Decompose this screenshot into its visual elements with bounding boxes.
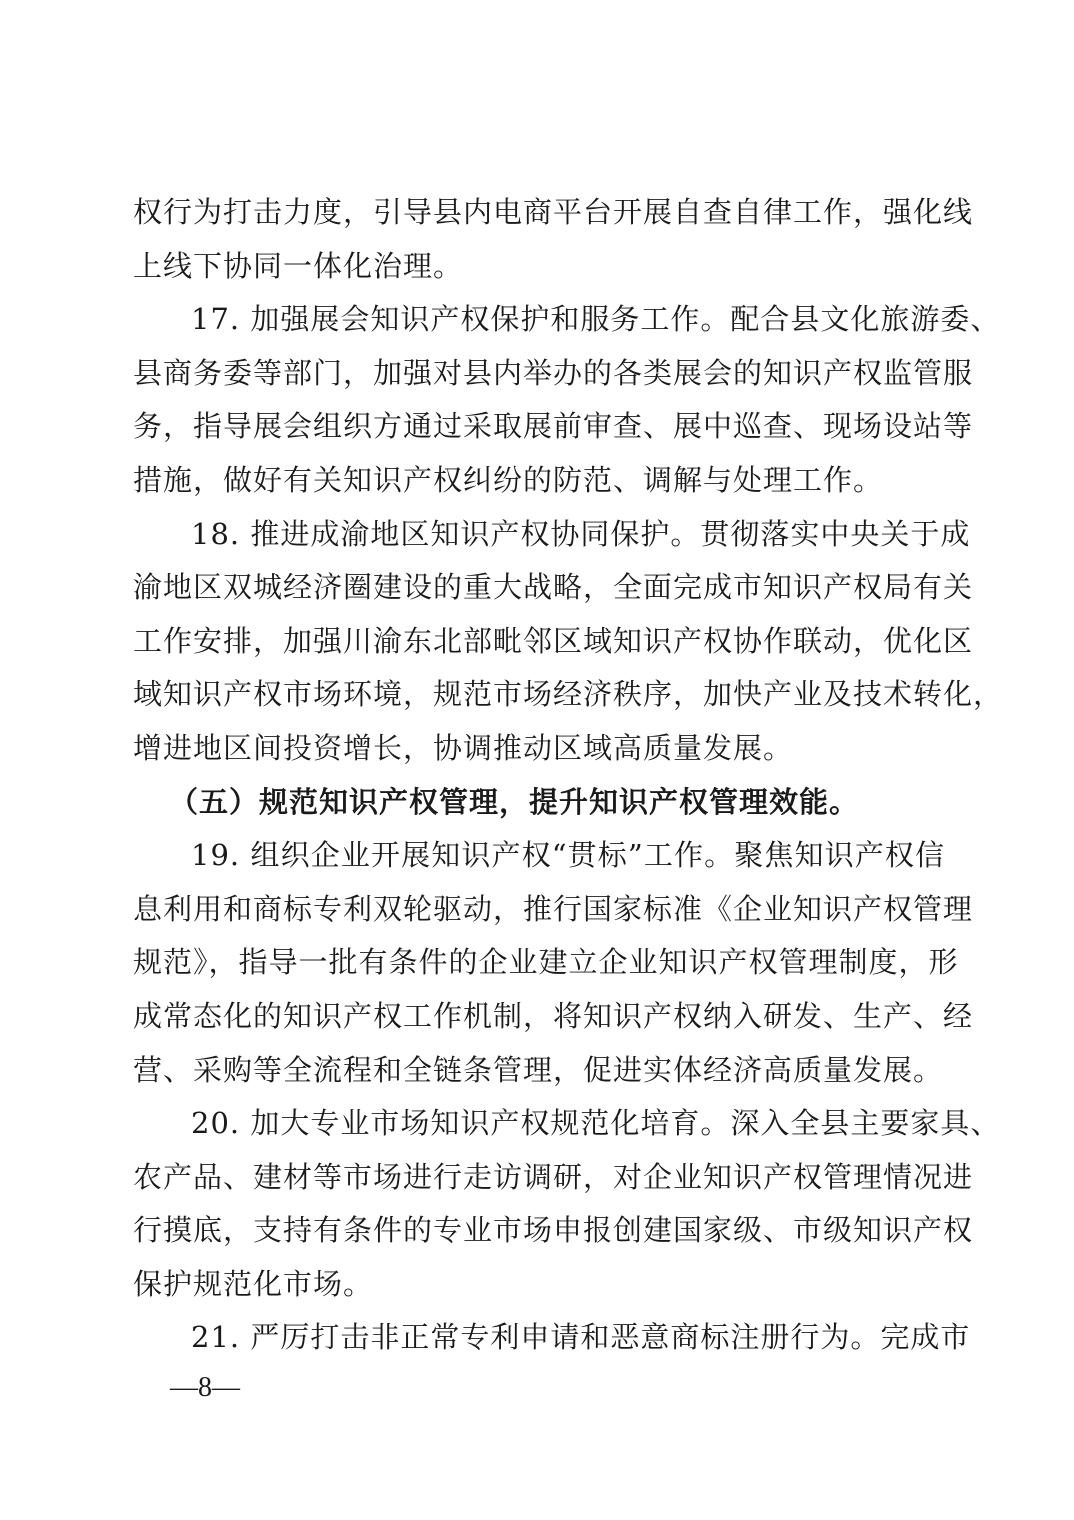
text-line: 农产品、建材等市场进行走访调研，对企业知识产权管理情况进 bbox=[133, 1159, 974, 1194]
text-line: 增进地区间投资增长，协调推动区域高质量发展。 bbox=[133, 730, 794, 765]
document-body bbox=[133, 186, 1004, 1365]
text-line: 息利用和商标专利双轮驱动，推行国家标准《企业知识产权管理 bbox=[133, 891, 974, 926]
text-line: 权行为打击力度，引导县内电商平台开展自查自律工作，强化线 bbox=[133, 195, 974, 229]
page-number: —8— bbox=[170, 1372, 240, 1403]
text-line: 成常态化的知识产权工作机制，将知识产权纳入研发、生产、经 bbox=[133, 998, 974, 1033]
text-line: 营、采购等全流程和全链条管理，促进实体经济高质量发展。 bbox=[133, 1052, 944, 1087]
text-line: 上线下协同一体化治理。 bbox=[133, 248, 464, 283]
item-17-title-line: 17. 加强展会知识产权保护和服务工作。配合县文化旅游委、 bbox=[191, 302, 1001, 337]
text-line: 县商务委等部门，加强对县内举办的各类展会的知识产权监管服 bbox=[133, 355, 974, 390]
text-line: 务，指导展会组织方通过采取展前审查、展中巡查、现场设站等 bbox=[133, 409, 974, 444]
text-line: 渝地区双城经济圈建设的重大战略，全面完成市知识产权局有关 bbox=[133, 570, 974, 605]
text-line: 措施，做好有关知识产权纠纷的防范、调解与处理工作。 bbox=[133, 462, 884, 497]
text-line: 工作安排，加强川渝东北部毗邻区域知识产权协作联动，优化区 bbox=[133, 623, 974, 658]
item-19-title-line: 19. 组织企业开展知识产权“贯标”工作。聚焦知识产权信 bbox=[191, 838, 945, 873]
text-line: 域知识产权市场环境，规范市场经济秩序，加快产业及技术转化， bbox=[133, 677, 1004, 712]
text-line: 规范》，指导一批有条件的企业建立企业知识产权管理制度，形 bbox=[133, 945, 959, 980]
text-line: 保护规范化市场。 bbox=[133, 1266, 374, 1301]
section-heading: （五）规范知识产权管理，提升知识产权管理效能。 bbox=[169, 784, 860, 819]
item-20-title-line: 20. 加大专业市场知识产权规范化培育。深入全县主要家具、 bbox=[191, 1106, 1001, 1141]
item-21-title-line: 21. 严厉打击非正常专利申请和恶意商标注册行为。完成市 bbox=[191, 1320, 971, 1355]
text-line: 行摸底，支持有条件的专业市场申报创建国家级、市级知识产权 bbox=[133, 1213, 974, 1248]
item-18-title-line: 18. 推进成渝地区知识产权协同保护。贯彻落实中央关于成 bbox=[191, 516, 971, 551]
